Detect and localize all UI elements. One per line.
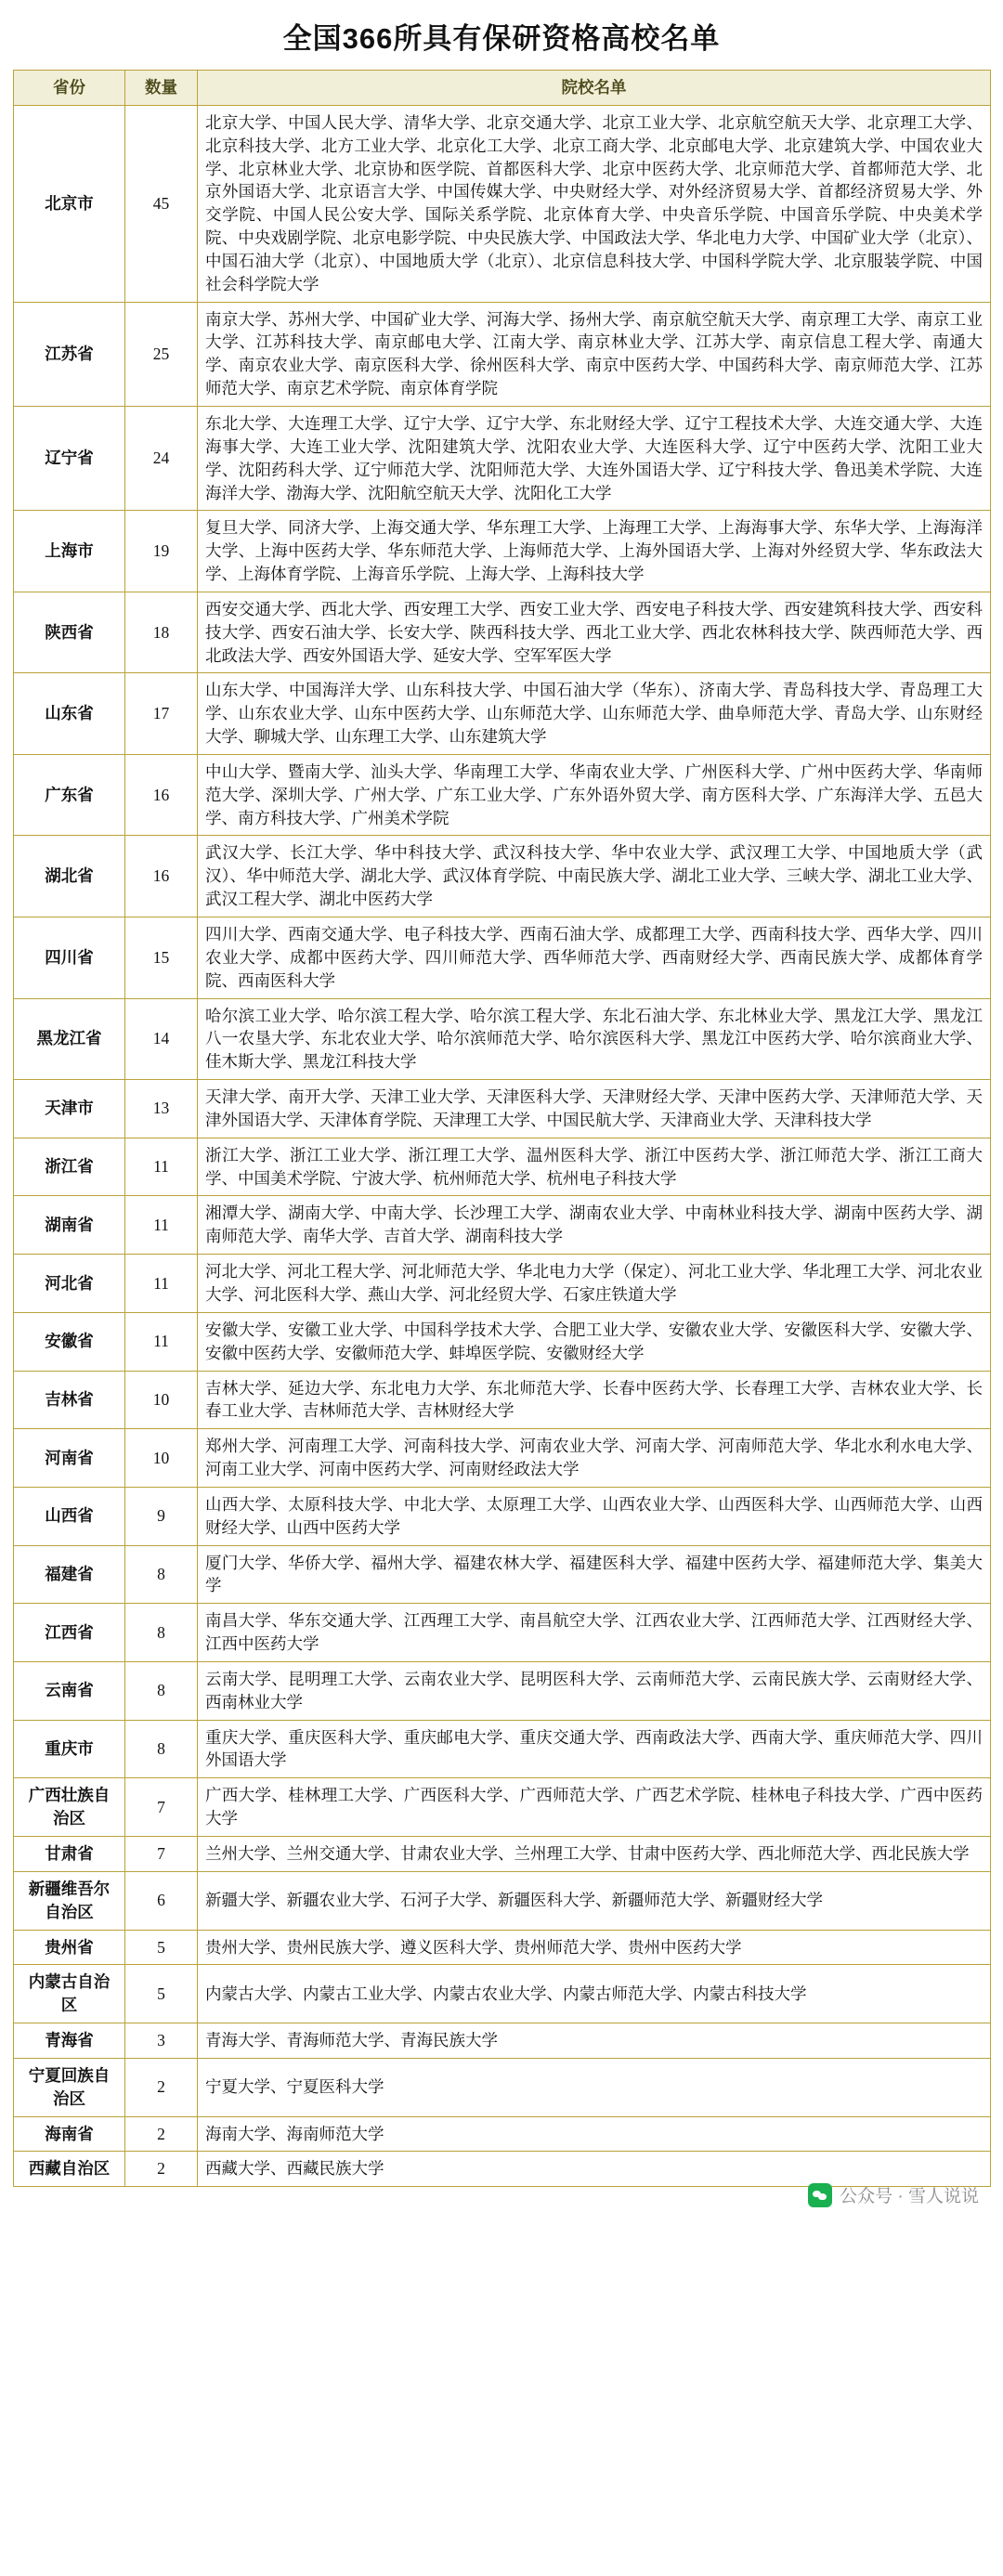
cell-count: 13: [125, 1080, 198, 1138]
table-row: [14, 2023, 991, 2059]
cell-province: 山西省: [14, 1487, 125, 1545]
cell-schools: 哈尔滨工业大学、哈尔滨工程大学、哈尔滨工程大学、东北石油大学、东北林业大学、黑龙江大学、黑龙江八一农垦大学、东北农业大学、哈尔滨师范大学、哈尔滨医科大学、黑龙江中医药大学、哈尔滨商业大学、佳木斯大学、黑龙江科技大学: [198, 998, 991, 1080]
cell-province: 安徽省: [14, 1312, 125, 1371]
cell-schools: 南京大学、苏州大学、中国矿业大学、河海大学、扬州大学、南京航空航天大学、南京理工大学、南京工业大学、江苏科技大学、南京邮电大学、江南大学、南京林业大学、江苏大学、南京信息工程大学、南通大学、南京农业大学、南京医科大学、徐州医科大学、南京中医药大学、中国药科大学、南京师范大学、江苏师范大学、南京艺术学院、南京体育学院: [198, 302, 991, 406]
cell-schools: 西安交通大学、西北大学、西安理工大学、西安工业大学、西安电子科技大学、西安建筑科技大学、西安科技大学、西安石油大学、长安大学、陕西科技大学、西北工业大学、西北农林科技大学、陕西师范大学、西北政法大学、西安外国语大学、延安大学、空军军医大学: [198, 592, 991, 673]
cell-schools: 青海大学、青海师范大学、青海民族大学: [198, 2023, 991, 2059]
table-row: [14, 1778, 991, 1837]
table-row: [14, 511, 991, 592]
table-row: [14, 406, 991, 510]
cell-count: 11: [125, 1255, 198, 1313]
cell-schools: 安徽大学、安徽工业大学、中国科学技术大学、合肥工业大学、安徽农业大学、安徽医科大学、安徽大学、安徽中医药大学、安徽师范大学、蚌埠医学院、安徽财经大学: [198, 1312, 991, 1371]
cell-schools: 北京大学、中国人民大学、清华大学、北京交通大学、北京工业大学、北京航空航天大学、北京理工大学、北京科技大学、北方工业大学、北京化工大学、北京工商大学、北京邮电大学、北京建筑大学、中国农业大学、北京林业大学、北京协和医学院、首都医科大学、北京中医药大学、北京师范大学、首都师范大学、北京外国语大学、北京语言大学、中国传媒大学、中央财经大学、对外经济贸易大学、首都经济贸易大学、外交学院、中国人民公安大学、国际关系学院、北京体育大学、中央音乐学院、中国音乐学院、中央美术学院、中央戏剧学院、北京电影学院、中央民族大学、中国政法大学、华北电力大学、中国矿业大学（北京）、中国石油大学（北京）、中国地质大学（北京）、北京信息科技大学、中国科学院大学、北京服装学院、中国社会科学院大学: [198, 105, 991, 302]
cell-count: 7: [125, 1778, 198, 1837]
watermark-text: 公众号 · 雪人说说: [840, 2187, 979, 2207]
cell-count: 2: [125, 2116, 198, 2152]
table-row: [14, 1138, 991, 1196]
cell-schools: 东北大学、大连理工大学、辽宁大学、辽宁大学、东北财经大学、辽宁工程技术大学、大连交通大学、大连海事大学、大连工业大学、沈阳建筑大学、沈阳农业大学、大连医科大学、辽宁中医药大学、沈阳工业大学、沈阳药科大学、辽宁师范大学、沈阳师范大学、大连外国语大学、辽宁科技大学、鲁迅美术学院、大连海洋大学、渤海大学、沈阳航空航天大学、沈阳化工大学: [198, 406, 991, 510]
table-row: [14, 1545, 991, 1604]
table-row: [14, 2058, 991, 2116]
table-row: [14, 1371, 991, 1429]
table-row: [14, 1429, 991, 1488]
table-row: [14, 2116, 991, 2152]
table-row: [14, 592, 991, 673]
cell-count: 5: [125, 1930, 198, 1965]
cell-count: 8: [125, 1604, 198, 1662]
cell-province: 吉林省: [14, 1371, 125, 1429]
cell-schools: 海南大学、海南师范大学: [198, 2116, 991, 2152]
table-row: [14, 2152, 991, 2187]
cell-count: 2: [125, 2152, 198, 2187]
cell-count: 17: [125, 673, 198, 755]
column-header-schools: 院校名单: [198, 71, 991, 106]
cell-schools: 新疆大学、新疆农业大学、石河子大学、新疆医科大学、新疆师范大学、新疆财经大学: [198, 1871, 991, 1930]
cell-province: 黑龙江省: [14, 998, 125, 1080]
cell-schools: 河北大学、河北工程大学、河北师范大学、华北电力大学（保定）、河北工业大学、华北理工大学、河北农业大学、河北医科大学、燕山大学、河北经贸大学、石家庄铁道大学: [198, 1255, 991, 1313]
cell-schools: 中山大学、暨南大学、汕头大学、华南理工大学、华南农业大学、广州医科大学、广州中医药大学、华南师范大学、深圳大学、广州大学、广东工业大学、广东外语外贸大学、南方医科大学、广东海洋大学、五邑大学、南方科技大学、广州美术学院: [198, 754, 991, 836]
cell-province: 新疆维吾尔自治区: [14, 1871, 125, 1930]
cell-schools: 重庆大学、重庆医科大学、重庆邮电大学、重庆交通大学、西南政法大学、西南大学、重庆师范大学、四川外国语大学: [198, 1720, 991, 1778]
cell-count: 14: [125, 998, 198, 1080]
table-row: [14, 836, 991, 917]
cell-count: 3: [125, 2023, 198, 2059]
cell-schools: 贵州大学、贵州民族大学、遵义医科大学、贵州师范大学、贵州中医药大学: [198, 1930, 991, 1965]
cell-count: 45: [125, 105, 198, 302]
cell-province: 湖北省: [14, 836, 125, 917]
cell-count: 15: [125, 917, 198, 999]
cell-schools: 内蒙古大学、内蒙古工业大学、内蒙古农业大学、内蒙古师范大学、内蒙古科技大学: [198, 1965, 991, 2023]
table-row: [14, 302, 991, 406]
table-row: [14, 1312, 991, 1371]
cell-province: 广东省: [14, 754, 125, 836]
universities-table: [13, 70, 991, 2187]
cell-province: 四川省: [14, 917, 125, 999]
table-row: [14, 1487, 991, 1545]
cell-count: 10: [125, 1429, 198, 1488]
cell-schools: 兰州大学、兰州交通大学、甘肃农业大学、兰州理工大学、甘肃中医药大学、西北师范大学、西北民族大学: [198, 1837, 991, 1872]
cell-province: 江西省: [14, 1604, 125, 1662]
cell-schools: 吉林大学、延边大学、东北电力大学、东北师范大学、长春中医药大学、长春理工大学、吉林农业大学、长春工业大学、吉林师范大学、吉林财经大学: [198, 1371, 991, 1429]
cell-province: 青海省: [14, 2023, 125, 2059]
cell-count: 11: [125, 1312, 198, 1371]
table-header-row: [14, 71, 991, 106]
table-row: [14, 1930, 991, 1965]
cell-schools: 南昌大学、华东交通大学、江西理工大学、南昌航空大学、江西农业大学、江西师范大学、江西财经大学、江西中医药大学: [198, 1604, 991, 1662]
cell-province: 海南省: [14, 2116, 125, 2152]
column-header-province: 省份: [14, 71, 125, 106]
table-row: [14, 1080, 991, 1138]
cell-province: 山东省: [14, 673, 125, 755]
cell-province: 福建省: [14, 1545, 125, 1604]
table-row: [14, 1837, 991, 1872]
cell-count: 10: [125, 1371, 198, 1429]
table-row: [14, 673, 991, 755]
cell-province: 湖南省: [14, 1196, 125, 1255]
cell-count: 16: [125, 754, 198, 836]
cell-province: 贵州省: [14, 1930, 125, 1965]
table-row: [14, 1255, 991, 1313]
table-row: [14, 105, 991, 302]
cell-province: 北京市: [14, 105, 125, 302]
cell-count: 8: [125, 1661, 198, 1720]
table-body: [14, 105, 991, 2186]
cell-count: 2: [125, 2058, 198, 2116]
cell-schools: 宁夏大学、宁夏医科大学: [198, 2058, 991, 2116]
table-row: [14, 754, 991, 836]
cell-count: 24: [125, 406, 198, 510]
cell-province: 广西壮族自治区: [14, 1778, 125, 1837]
cell-schools: 山西大学、太原科技大学、中北大学、太原理工大学、山西农业大学、山西医科大学、山西师范大学、山西财经大学、山西中医药大学: [198, 1487, 991, 1545]
cell-province: 重庆市: [14, 1720, 125, 1778]
cell-schools: 云南大学、昆明理工大学、云南农业大学、昆明医科大学、云南师范大学、云南民族大学、云南财经大学、西南林业大学: [198, 1661, 991, 1720]
cell-schools: 山东大学、中国海洋大学、山东科技大学、中国石油大学（华东）、济南大学、青岛科技大学、青岛理工大学、山东农业大学、山东中医药大学、山东师范大学、山东师范大学、曲阜师范大学、青岛大学、山东财经大学、聊城大学、山东理工大学、山东建筑大学: [198, 673, 991, 755]
cell-schools: 浙江大学、浙江工业大学、浙江理工大学、温州医科大学、浙江中医药大学、浙江师范大学、浙江工商大学、中国美术学院、宁波大学、杭州师范大学、杭州电子科技大学: [198, 1138, 991, 1196]
cell-count: 16: [125, 836, 198, 917]
cell-province: 宁夏回族自治区: [14, 2058, 125, 2116]
cell-province: 云南省: [14, 1661, 125, 1720]
table-row: [14, 917, 991, 999]
cell-count: 8: [125, 1720, 198, 1778]
table-row: [14, 1965, 991, 2023]
cell-schools: 广西大学、桂林理工大学、广西医科大学、广西师范大学、广西艺术学院、桂林电子科技大学、广西中医药大学: [198, 1778, 991, 1837]
cell-schools: 西藏大学、西藏民族大学: [198, 2152, 991, 2187]
cell-count: 5: [125, 1965, 198, 2023]
table-row: [14, 998, 991, 1080]
cell-province: 浙江省: [14, 1138, 125, 1196]
cell-count: 9: [125, 1487, 198, 1545]
cell-count: 11: [125, 1196, 198, 1255]
cell-province: 河北省: [14, 1255, 125, 1313]
cell-schools: 湘潭大学、湖南大学、中南大学、长沙理工大学、湖南农业大学、中南林业科技大学、湖南中医药大学、湖南师范大学、南华大学、吉首大学、湖南科技大学: [198, 1196, 991, 1255]
page-title: 全国366所具有保研资格高校名单: [282, 22, 721, 55]
table-row: [14, 1196, 991, 1255]
table-header: [14, 71, 991, 106]
watermark: [808, 2182, 979, 2207]
cell-province: 西藏自治区: [14, 2152, 125, 2187]
table-row: [14, 1871, 991, 1930]
column-header-count: 数量: [125, 71, 198, 106]
cell-count: 8: [125, 1545, 198, 1604]
cell-count: 25: [125, 302, 198, 406]
cell-count: 19: [125, 511, 198, 592]
cell-province: 上海市: [14, 511, 125, 592]
cell-province: 甘肃省: [14, 1837, 125, 1872]
cell-province: 天津市: [14, 1080, 125, 1138]
cell-schools: 厦门大学、华侨大学、福州大学、福建农林大学、福建医科大学、福建中医药大学、福建师范大学、集美大学: [198, 1545, 991, 1604]
cell-count: 11: [125, 1138, 198, 1196]
table-row: [14, 1720, 991, 1778]
cell-province: 河南省: [14, 1429, 125, 1488]
cell-schools: 郑州大学、河南理工大学、河南科技大学、河南农业大学、河南大学、河南师范大学、华北水利水电大学、河南工业大学、河南中医药大学、河南财经政法大学: [198, 1429, 991, 1488]
cell-schools: 天津大学、南开大学、天津工业大学、天津医科大学、天津财经大学、天津中医药大学、天津师范大学、天津外国语大学、天津体育学院、天津理工大学、中国民航大学、天津商业大学、天津科技大学: [198, 1080, 991, 1138]
cell-province: 陕西省: [14, 592, 125, 673]
cell-count: 6: [125, 1871, 198, 1930]
cell-province: 辽宁省: [14, 406, 125, 510]
cell-schools: 复旦大学、同济大学、上海交通大学、华东理工大学、上海理工大学、上海海事大学、东华大学、上海海洋大学、上海中医药大学、华东师范大学、上海师范大学、上海外国语大学、上海对外经贸大学、华东政法大学、上海体育学院、上海音乐学院、上海大学、上海科技大学: [198, 511, 991, 592]
cell-count: 18: [125, 592, 198, 673]
table-row: [14, 1604, 991, 1662]
table-row: [14, 1661, 991, 1720]
cell-schools: 四川大学、西南交通大学、电子科技大学、西南石油大学、成都理工大学、西南科技大学、西华大学、四川农业大学、成都中医药大学、四川师范大学、西华师范大学、西南财经大学、西南民族大学、成都体育学院、西南医科大学: [198, 917, 991, 999]
cell-province: 江苏省: [14, 302, 125, 406]
cell-province: 内蒙古自治区: [14, 1965, 125, 2023]
cell-schools: 武汉大学、长江大学、华中科技大学、武汉科技大学、华中农业大学、武汉理工大学、中国地质大学（武汉）、华中师范大学、湖北大学、武汉体育学院、中南民族大学、湖北工业大学、三峡大学、湖北工业大学、武汉工程大学、湖北中医药大学: [198, 836, 991, 917]
wechat-icon: [808, 2183, 832, 2207]
cell-count: 7: [125, 1837, 198, 1872]
